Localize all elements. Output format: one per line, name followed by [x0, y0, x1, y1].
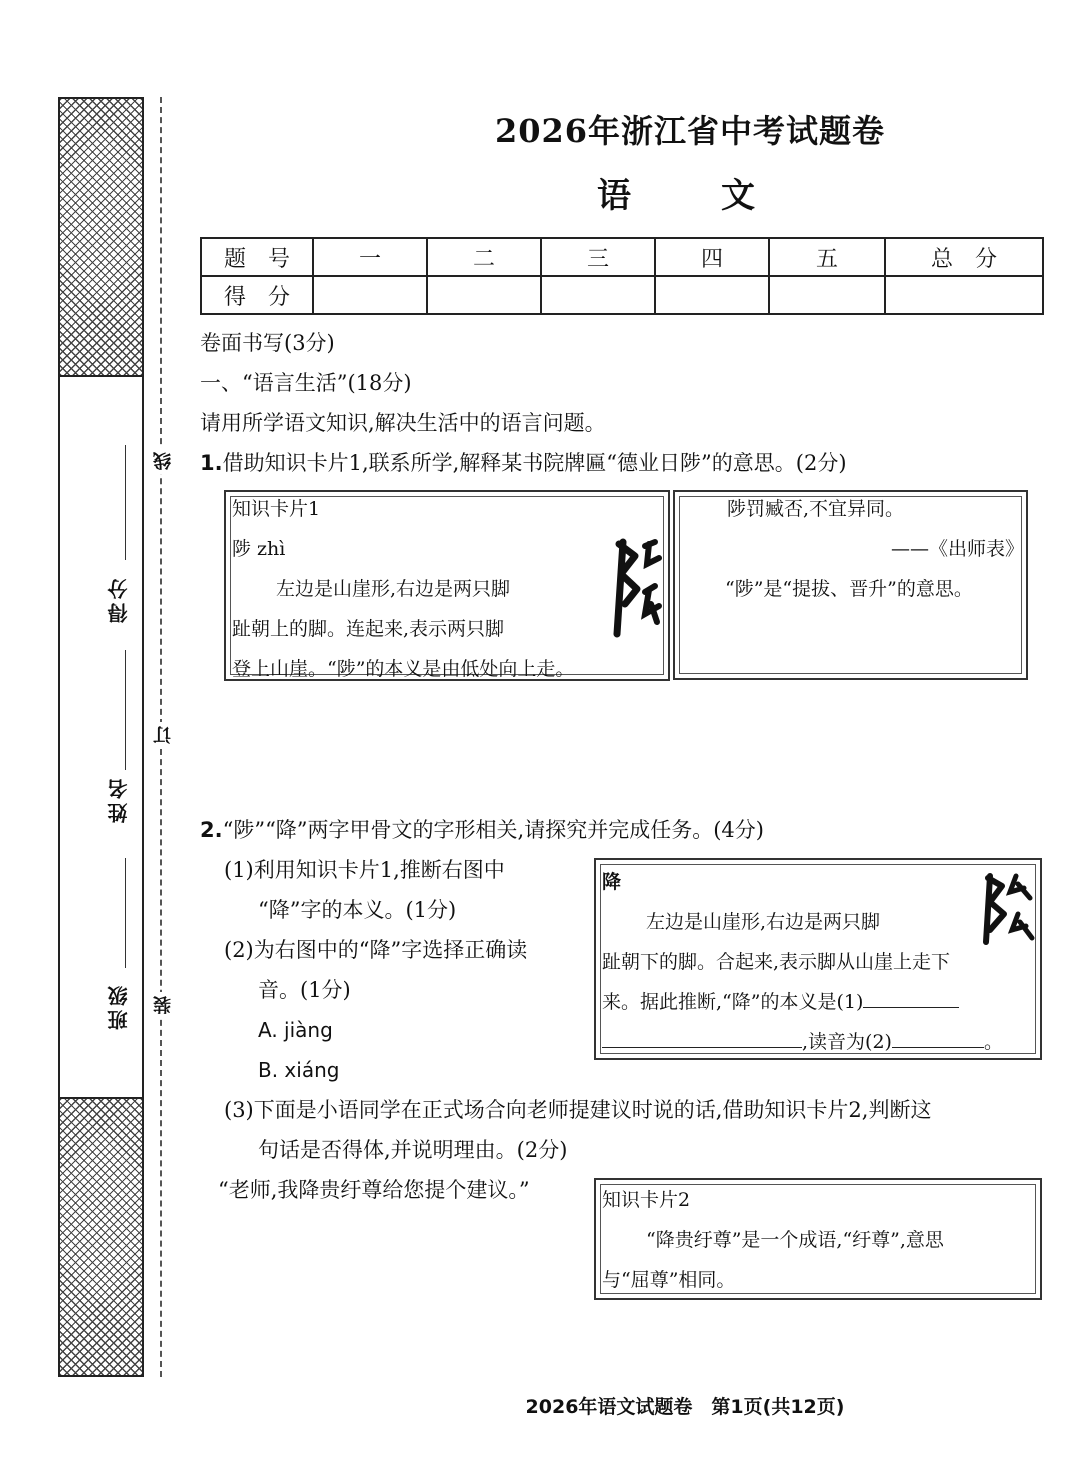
- section1-intro: 请用所学语文知识,解决生活中的语言问题。: [200, 411, 606, 435]
- q2-sub1-line2: “降”字的本义。(1分): [258, 898, 457, 922]
- binding-strip: [58, 97, 144, 1377]
- header-cell: 题 号: [201, 238, 313, 276]
- student-quote: “老师,我降贵纡尊给您提个建议。”: [218, 1178, 530, 1202]
- score-cell[interactable]: [541, 276, 655, 314]
- header-cell: 总 分: [885, 238, 1043, 276]
- row-label: 得 分: [201, 276, 313, 314]
- section1-heading: 一、“语言生活”(18分): [200, 371, 412, 395]
- cut-mark-line: 线: [151, 448, 171, 474]
- card-jiang-line3: 来。据此推断,“降”的本义是(1): [602, 991, 864, 1013]
- answer-blank-1b[interactable]: [602, 1025, 802, 1048]
- score-blank-line: [125, 445, 126, 560]
- header-cell: 五: [769, 238, 885, 276]
- card1-line3: 登上山崖。“陟”的本义是由低处向上走。: [232, 658, 575, 680]
- card1-title: 知识卡片1: [232, 498, 321, 520]
- header-cell: 四: [655, 238, 769, 276]
- hatch-pattern-bottom: [60, 1097, 142, 1375]
- score-table-header-row: [201, 238, 1043, 276]
- page-footer: 2026年语文试题卷 第1页(共12页): [525, 1396, 845, 1418]
- oracle-zhi-glyph: [611, 534, 666, 644]
- card2-title: 知识卡片2: [602, 1189, 691, 1211]
- score-table-score-row: [201, 276, 1043, 314]
- card2-line2: 与“屈尊”相同。: [602, 1269, 736, 1291]
- quote-source: ——《出师表》: [890, 538, 1024, 560]
- score-cell[interactable]: [427, 276, 541, 314]
- subject-title: 语 文: [597, 176, 783, 216]
- q1-text: 借助知识卡片1,联系所学,解释某书院牌匾“德业日陟”的意思。(2分): [222, 451, 847, 475]
- q2-sub2-line1: (2)为右图中的“降”字选择正确读: [224, 938, 528, 962]
- score-cell[interactable]: [655, 276, 769, 314]
- q2-number: 2.: [200, 818, 223, 842]
- cut-mark-bind: 订: [151, 722, 171, 748]
- q2-sub2-line2: 音。(1分): [258, 978, 351, 1002]
- score-cell[interactable]: [769, 276, 885, 314]
- option-b[interactable]: B. xiáng: [258, 1058, 340, 1082]
- answer-blank-1a[interactable]: [863, 985, 959, 1008]
- class-blank-line: [125, 858, 126, 968]
- oracle-jiang-glyph: [980, 870, 1038, 948]
- q2-text: “陟”“降”两字甲骨文的字形相关,请探究并完成任务。(4分): [222, 818, 764, 842]
- header-cell: 三: [541, 238, 655, 276]
- class-label: 班级: [107, 982, 131, 1030]
- card-jiang-line1: 左边是山崖形,右边是两只脚: [646, 911, 881, 933]
- name-label: 姓名: [107, 775, 131, 823]
- name-blank-line: [125, 650, 126, 770]
- hatch-pattern-top: [60, 99, 142, 377]
- quote-note: “陟”是“提拔、晋升”的意思。: [725, 578, 973, 600]
- score-cell[interactable]: [313, 276, 427, 314]
- card1-line1: 左边是山崖形,右边是两只脚: [276, 578, 511, 600]
- quote-box-chushibiao: [673, 490, 1028, 680]
- card-jiang-title: 降: [602, 871, 622, 893]
- exam-title: 2026年浙江省中考试题卷: [494, 112, 886, 150]
- card1-line2: 趾朝上的脚。连起来,表示两只脚: [232, 618, 505, 640]
- card-jiang-line2: 趾朝下的脚。合起来,表示脚从山崖上走下: [602, 951, 951, 973]
- option-a[interactable]: A. jiàng: [258, 1018, 333, 1042]
- answer-blank-2[interactable]: [892, 1025, 984, 1048]
- header-cell: 二: [427, 238, 541, 276]
- cut-mark-install: 装: [151, 992, 171, 1018]
- quote-text: 陟罚臧否,不宜异同。: [727, 498, 905, 520]
- q2-sub3-line2: 句话是否得体,并说明理由。(2分): [258, 1138, 568, 1162]
- score-table: [200, 237, 1044, 315]
- writing-score-note: 卷面书写(3分): [200, 331, 335, 355]
- card1-entry: 陟 zhì: [232, 538, 286, 560]
- score-label: 得分: [107, 575, 131, 623]
- q2-sub1-line1: (1)利用知识卡片1,推断右图中: [224, 858, 505, 882]
- q2-sub3-line1: (3)下面是小语同学在正式场合向老师提建议时说的话,借助知识卡片2,判断这: [224, 1098, 932, 1122]
- knowledge-card-2: [594, 1178, 1042, 1300]
- knowledge-card-1: [224, 490, 670, 681]
- score-cell[interactable]: [885, 276, 1043, 314]
- knowledge-card-jiang: [594, 858, 1042, 1060]
- card2-line1: “降贵纡尊”是一个成语,“纡尊”,意思: [646, 1229, 944, 1251]
- header-cell: 一: [313, 238, 427, 276]
- q1-number: 1.: [200, 451, 223, 475]
- card-jiang-line4-end: 。: [983, 1031, 1003, 1053]
- card-jiang-line4: ,读音为(2): [802, 1031, 892, 1053]
